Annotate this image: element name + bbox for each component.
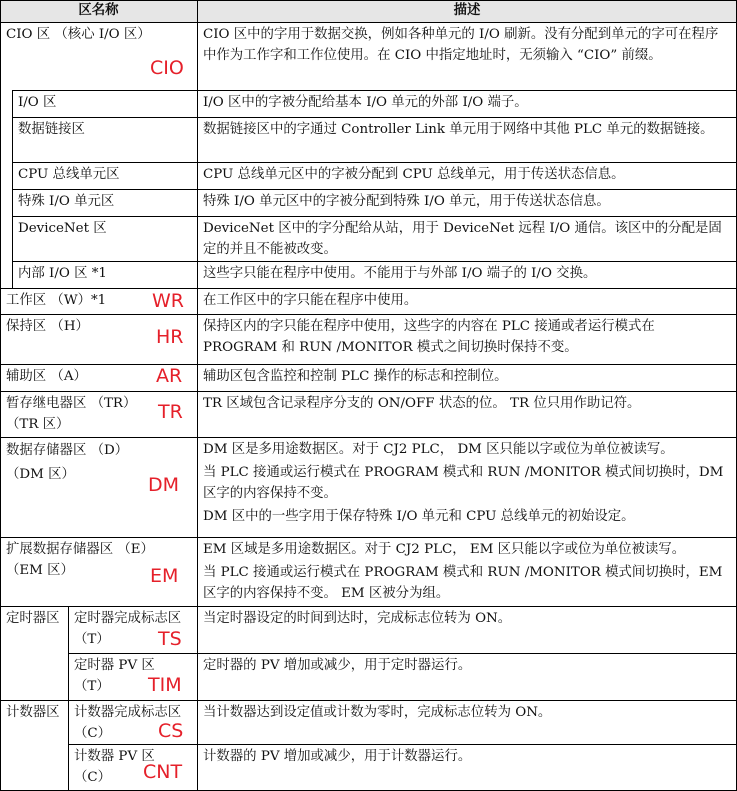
annotation-cs: CS (158, 720, 184, 742)
area-dm-desc-2: 当 PLC 接通或运行模式在 PROGRAM 模式和 RUN /MONITOR 模式间切换时，DM 区字的内容保持不变。 (203, 465, 724, 501)
border-line (68, 744, 737, 745)
area-io-name: I/O 区 (18, 95, 57, 110)
annotation-wr: WR (152, 290, 184, 312)
area-cio-desc: CIO 区中的字用于数据交换，例如各种单元的 I/O 刷新。没有分配到单元的字可在程序中作为工作字和工作位使用。在 CIO 中指定地址时，无须输入 “CIO” 前缀。 (203, 27, 719, 63)
area-dm-name: 数据存储器区 （D）（DM 区） (6, 443, 129, 482)
border-line (12, 261, 737, 262)
area-internal-desc: 这些字只能在程序中使用。不能用于与外部 I/O 端子的 I/O 交换。 (203, 266, 597, 281)
border-line (0, 288, 737, 289)
area-em-name: 扩展数据存储器区 （E）（EM 区） (6, 542, 154, 578)
area-em-desc-1: EM 区域是多用途数据区。对于 CJ2 PLC， EM 区只能以字或位为单位被读写。 (203, 542, 686, 557)
area-counter-pv-name: 计数器 PV 区 （C） (74, 749, 155, 785)
area-devicenet-desc: DeviceNet 区中的字分配给从站，用于 DeviceNet 远程 I/O 通信。该区中的分配是固定的并且不能被改变。 (203, 221, 722, 257)
area-timer-pv-name: 定时器 PV 区 （T） (74, 658, 155, 694)
border-line (0, 364, 737, 365)
border-line (0, 700, 737, 701)
border-line (12, 90, 737, 91)
border-line (0, 606, 737, 607)
area-work-name: 工作区 （W）*1 (6, 293, 107, 308)
border-line (12, 162, 737, 163)
area-internal-name: 内部 I/O 区 *1 (18, 266, 107, 281)
border-line (0, 0, 1, 791)
header-area-name: 区名称 (0, 0, 197, 22)
area-special-desc: 特殊 I/O 单元区中的字被分配到特殊 I/O 单元，用于传送状态信息。 (203, 194, 610, 209)
area-devicenet-name: DeviceNet 区 (18, 221, 107, 236)
border-line (68, 606, 69, 791)
annotation-hr: HR (156, 326, 184, 348)
border-line (12, 216, 737, 217)
area-holding-desc: 保持区内的字只能在程序中使用，这些字的内容在 PLC 接通或者运行模式在 PROGRAM 和 RUN /MONITOR 模式之间切换时保持不变。 (203, 319, 655, 355)
annotation-cnt: CNT (143, 761, 183, 783)
area-timer-pv-desc: 定时器的 PV 增加或减少，用于定时器运行。 (203, 658, 472, 673)
border-line (0, 0, 737, 1)
border-line (68, 653, 737, 654)
area-cpubus-desc: CPU 总线单元区中的字被分配到 CPU 总线单元，用于传送状态信息。 (203, 167, 625, 182)
area-counter-completion-name: 计数器完成标志区 （C） (74, 705, 182, 741)
border-line (0, 537, 737, 538)
area-work-desc: 在工作区中的字只能在程序中使用。 (203, 293, 418, 308)
area-timer-name: 定时器区 (6, 611, 60, 626)
area-em-desc-2: 当 PLC 接通或运行模式在 PROGRAM 模式和 RUN /MONITOR 模式间切换时，EM 区字的内容保持不变。 EM 区被分为组。 (203, 565, 723, 601)
area-counter-name: 计数器区 (6, 705, 60, 720)
border-line (12, 90, 13, 288)
area-holding-name: 保持区 （H） (6, 319, 89, 334)
border-line (197, 0, 198, 791)
annotation-em: EM (150, 565, 179, 587)
area-timer-completion-name: 定时器完成标志区 （T） (74, 611, 182, 647)
area-aux-name: 辅助区 （A） (6, 369, 87, 384)
area-datalink-desc: 数据链接区中的字通过 Controller Link 单元用于网络中其他 PLC 单元的数据链接。 (203, 122, 714, 137)
border-line (0, 391, 737, 392)
area-dm-desc-1: DM 区是多用途数据区。对于 CJ2 PLC， DM 区只能以字或位为单位被读写。 (203, 442, 674, 457)
border-line (0, 314, 737, 315)
border-line (12, 189, 737, 190)
area-cpubus-name: CPU 总线单元区 (18, 167, 120, 182)
header-description: 描述 (197, 0, 737, 22)
annotation-ts: TS (158, 628, 182, 650)
area-aux-desc: 辅助区包含监控和控制 PLC 操作的标志和控制位。 (203, 369, 508, 384)
area-cio-name: CIO 区 （核心 I/O 区） (6, 27, 151, 42)
area-tr-desc: TR 区域包含记录程序分支的 ON/OFF 状态的位。 TR 位只用作助记符。 (203, 396, 641, 411)
annotation-dm: DM (148, 474, 180, 496)
area-em-desc (197, 537, 735, 604)
area-dm-desc (197, 437, 735, 527)
annotation-cio: CIO (150, 57, 184, 79)
area-special-name: 特殊 I/O 单元区 (18, 194, 115, 209)
area-timer-completion-desc: 当定时器设定的时间到达时，完成标志位转为 ON。 (203, 611, 512, 626)
annotation-tim: TIM (148, 674, 182, 696)
area-dm-desc-3: DM 区中的一些字用于保存特殊 I/O 单元和 CPU 总线单元的初始设定。 (203, 509, 635, 524)
area-counter-pv-desc: 计数器的 PV 增加或减少，用于计数器运行。 (203, 749, 472, 764)
area-io-desc: I/O 区中的字被分配给基本 I/O 单元的外部 I/O 端子。 (203, 95, 528, 110)
border-line (0, 22, 737, 23)
area-counter-completion-desc: 当计数器达到设定值或计数为零时，完成标志位转为 ON。 (203, 705, 552, 720)
area-tr-name: 暂存继电器区 （TR）（TR 区） (6, 396, 137, 432)
annotation-tr: TR (158, 401, 183, 423)
border-line (12, 117, 737, 118)
annotation-ar: AR (156, 365, 183, 387)
area-datalink-name: 数据链接区 (18, 122, 85, 137)
border-line (0, 437, 737, 438)
